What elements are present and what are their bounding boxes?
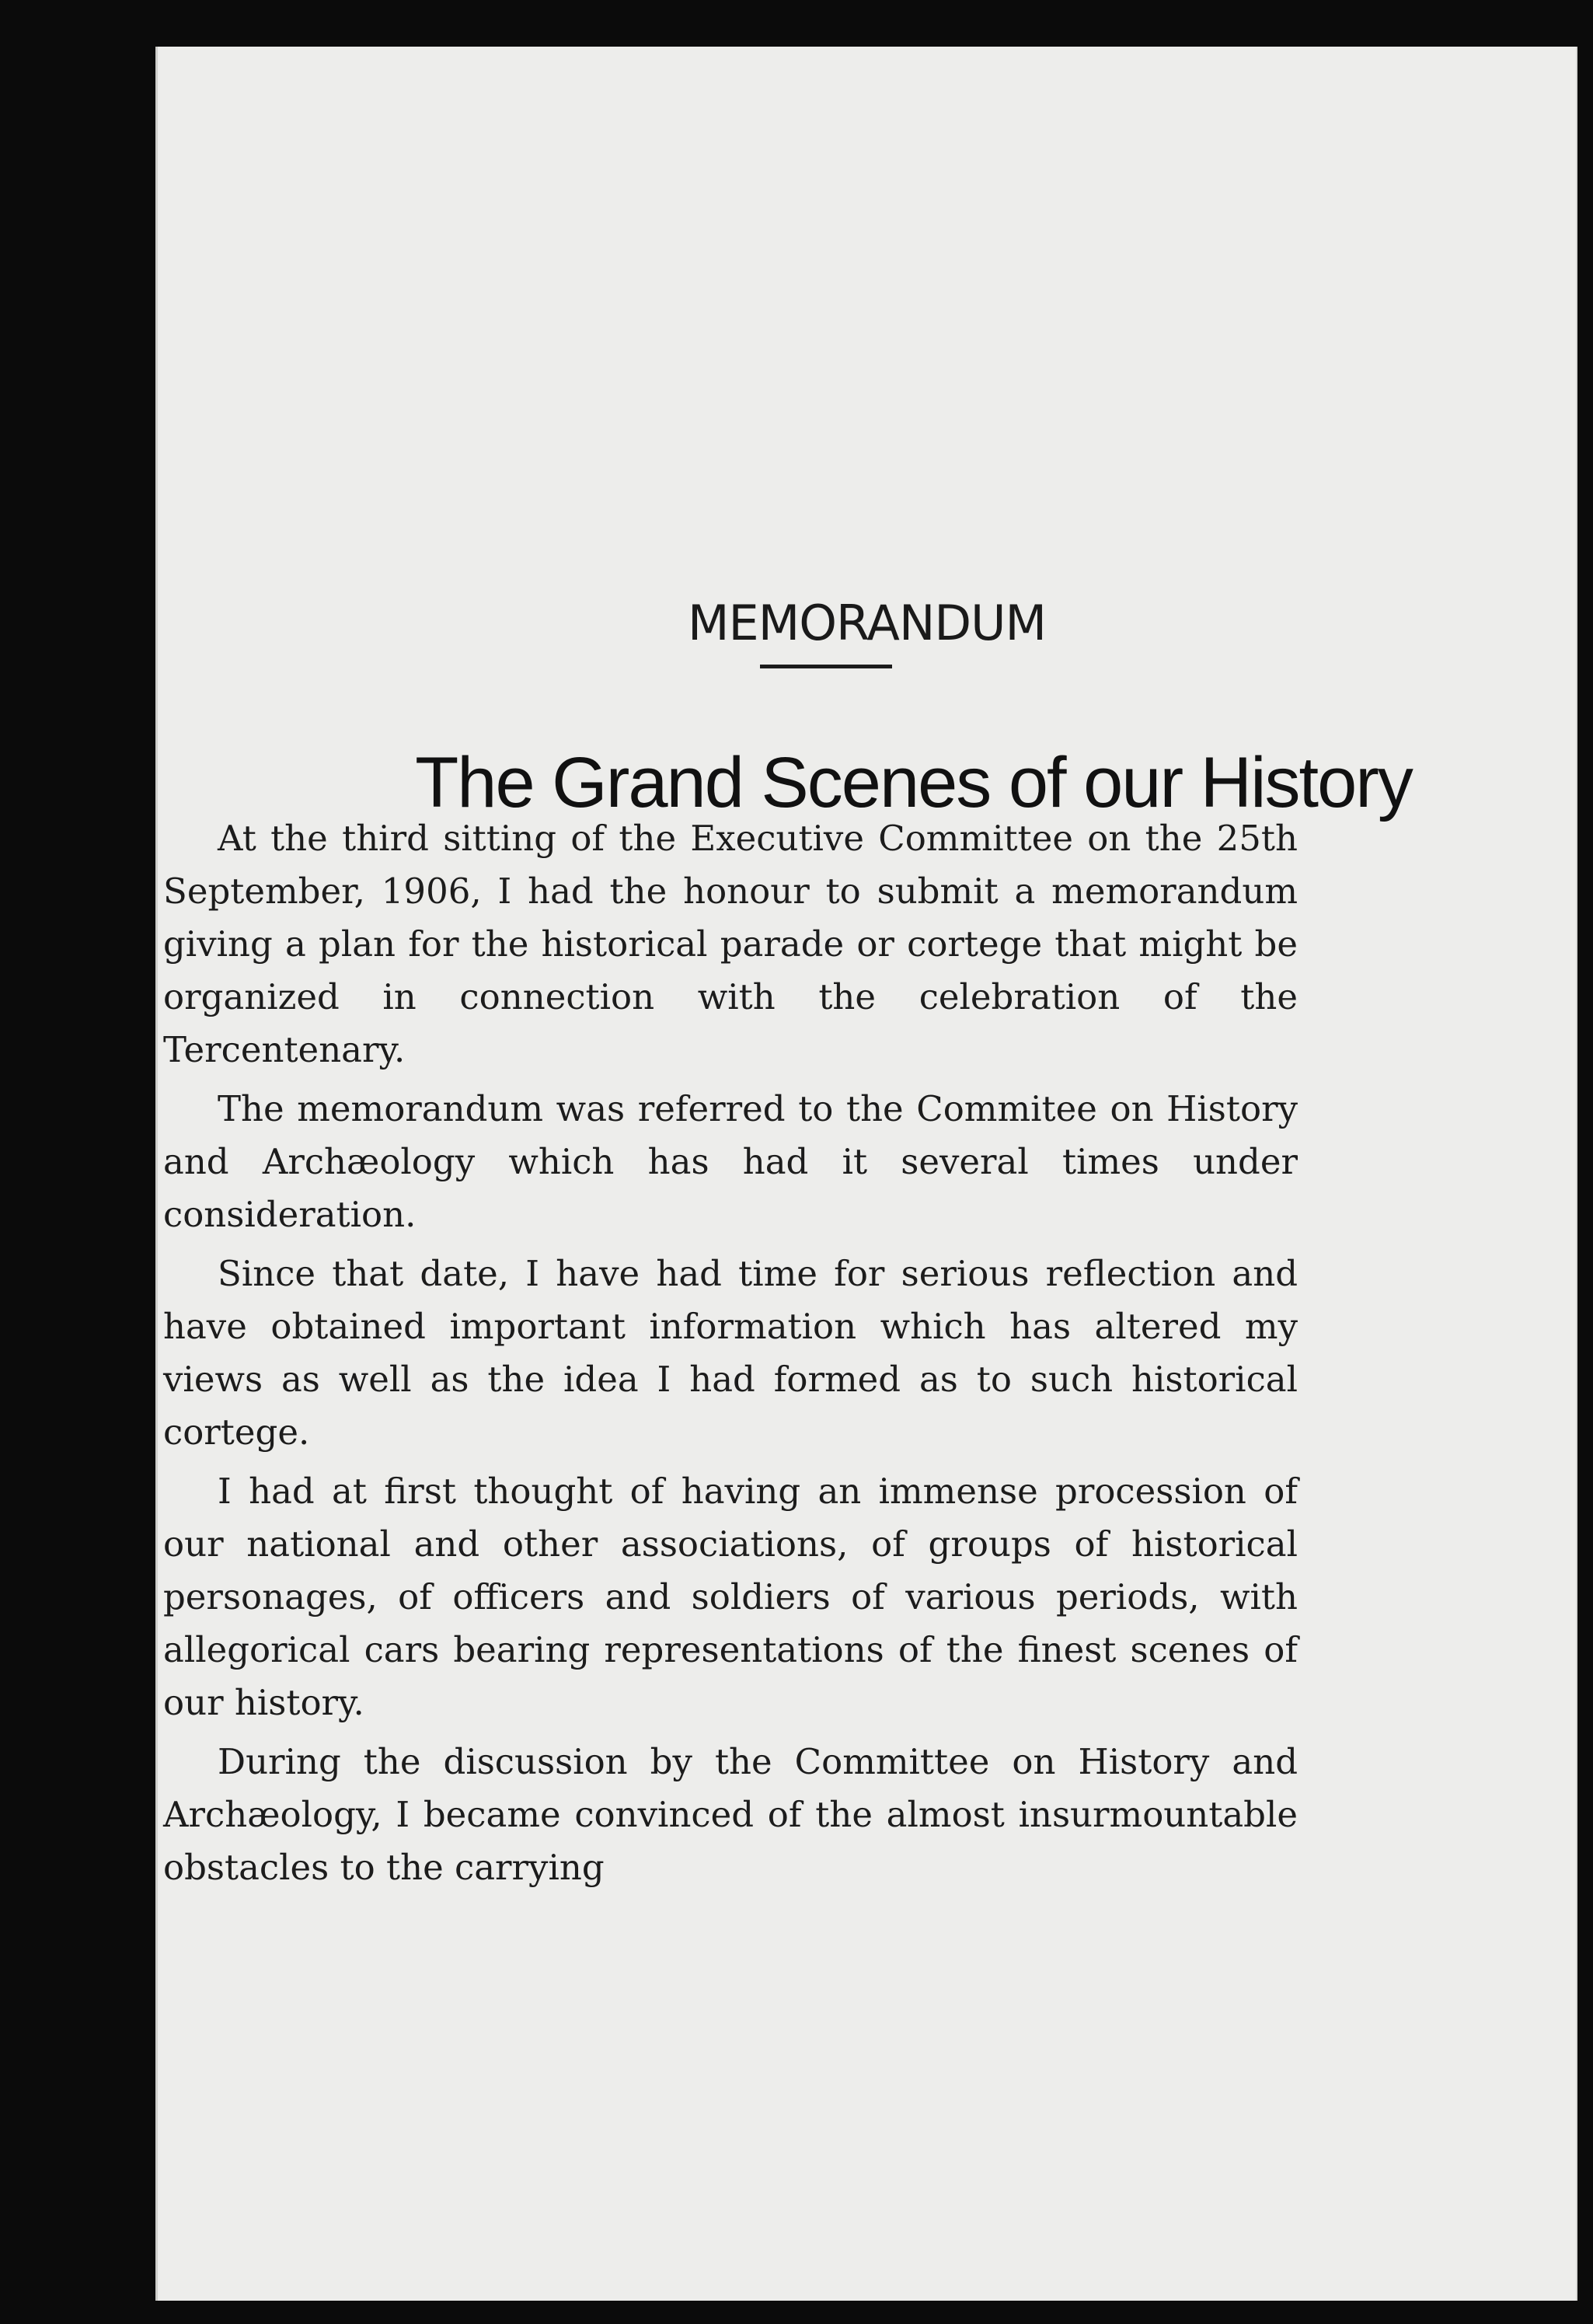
paragraph: Since that date, I have had time for serious reflection and have obtained important information which has altered my views as well as the idea I had formed as to such historical cortege.	[163, 1253, 1298, 1453]
heading-rule	[760, 665, 892, 668]
paragraph: I had at first thought of having an immense procession of our national and other associations, of groups of historical personages, of officers and soldiers of various periods, with allegorical cars bearing representations of the finest scenes of our history.	[163, 1471, 1298, 1723]
memorandum-heading: MEMORANDUM	[688, 595, 1046, 651]
paragraph: The memorandum was referred to the Commitee on History and Archæology which has had it several times under consideration.	[163, 1088, 1298, 1235]
document-title: The Grand Scenes of our History	[415, 743, 1412, 822]
paragraph: During the discussion by the Committee on History and Archæology, I became convinced of the almost insurmountable obstacles to the carrying	[163, 1741, 1298, 1888]
paragraph: At the third sitting of the Executive Committee on the 25th September, 1906, I had the honour to submit a memorandum giving a plan for the historical parade or cortege that might be organized in connection with the celebration of the Tercentenary.	[163, 818, 1298, 1070]
document-body	[163, 812, 1298, 1900]
